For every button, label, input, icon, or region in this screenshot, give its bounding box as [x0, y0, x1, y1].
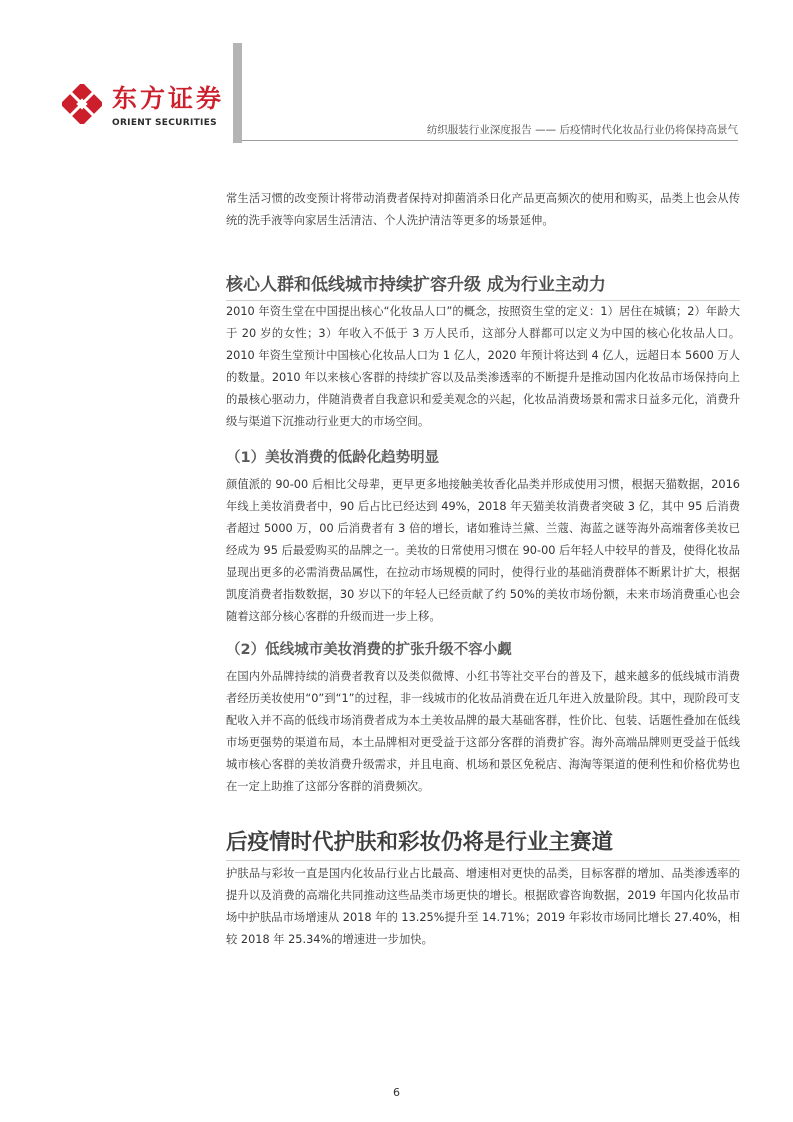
brand-name-cn: 东方证券: [112, 84, 225, 113]
subsection2-paragraph: 在国内外品牌持续的消费者教育以及类似微博、小红书等社交平台的普及下，越来越多的低线城市消费者经历美妆使用“0”到“1”的过程，非一线城市的化妆品消费在近几年进入放量阶段。其中，现阶段可支配收入并不高的低线市场消费者成为本土美妆品牌的最大基础客群，性价比、包装、话题性叠加在低线市场更强势的渠道布局，本土品牌相对更受益于这部分客群的消费扩容。海外高端品牌则更受益于低线城市核心客群的美妆消费升级需求，并且电商、机场和景区免税店、海淘等渠道的便利性和价格优势也在一定上助推了这部分客群的消费频次。: [226, 670, 740, 793]
header-accent-bar: [233, 43, 242, 143]
page-number: 6: [393, 1086, 400, 1099]
subsection1-paragraph: 颜值派的 90-00 后相比父母辈，更早更多地接触美妆香化品类并形成使用习惯，根据天猫数据，2016 年线上美妆消费者中，90 后占比已经达到 49%，2018 年天猫美妆消费者突破 3 亿，其中 95 后消费者超过 5000 万，00 后消费者有 3 倍的增长，诸如雅诗兰黛、兰蔻、海蓝之谜等海外高端奢侈美妆已经成为 95 后最爱购买的品牌之一。美妆的日常使用习惯在 90-00 后年轻人中较早的普及，使得化妆品显现出更多的必需消费品属性，在拉动市场规模的同时，使得行业的基础消费群体不断累计扩大，根据凯度消费者指数数据，30 岁以下的年轻人已经贡献了约 50%的美妆市场份额，未来市场消费重心也会随着这部分核心客群的升级而进一步上移。: [226, 478, 740, 623]
intro-paragraph: 常生活习惯的改变预计将带动消费者保持对抑菌消杀日化产品更高频次的使用和购买，品类上也会从传统的洗手液等向家居生活清洁、个人洗护清洁等更多的场景延伸。: [226, 192, 740, 227]
header-divider: [242, 140, 738, 141]
subsection1-heading-block: [226, 447, 740, 469]
subsection2-title: （2）低线城市美妆消费的扩张升级不容小觑: [226, 642, 512, 658]
section2-heading-block: [226, 828, 740, 858]
section1-paragraph: 2010 年资生堂在中国提出核心“化妆品人口”的概念，按照资生堂的定义：1）居住在城镇；2）年龄大于 20 岁的女性；3）年收入不低于 3 万人民币，这部分人群都可以定义为中国的核心化妆品人口。2010 年资生堂预计中国核心化妆品人口为 1 亿人，2020 年预计将达到 4 亿人，远超日本 5600 万人的数量。2010 年以来核心客群的持续扩容以及品类渗透率的不断提升是推动国内化妆品市场保持向上的最核心驱动力，伴随消费者自我意识和爱美观念的兴起，化妆品消费场景和需求日益多元化，消费升级与渠道下沉推动行业更大的市场空间。: [226, 305, 740, 428]
subsection2-heading-block: [226, 639, 740, 661]
brand-name-en: ORIENT SECURITIES: [112, 118, 217, 128]
section1-title: 核心人群和低线城市持续扩容升级 成为行业主动力: [226, 275, 606, 295]
section2-paragraph: 护肤品与彩妆一直是国内化妆品行业占比最高、增速相对更快的品类，目标客群的增加、品类渗透率的提升以及消费的高端化共同推动这些品类市场更快的增长。根据欧睿咨询数据，2019 年国内化妆品市场中护肤品市场增速从 2018 年的 13.25%提升至 14.71%；2019 年彩妆市场同比增长 27.40%，相较 2018 年 25.34%的增速进一步加快。: [226, 867, 740, 946]
subsection2-body: [226, 666, 740, 798]
section1-body: [226, 301, 740, 433]
section2-title: 后疫情时代护肤和彩妆仍将是行业主赛道: [226, 830, 614, 855]
section2-divider: [226, 860, 740, 861]
section2-body: [226, 863, 740, 951]
section1-heading-block: [226, 272, 740, 298]
subsection1-body: [226, 474, 740, 628]
intro-block: [226, 188, 740, 232]
orient-securities-logo-icon: [62, 84, 102, 124]
subsection1-title: （1）美妆消费的低龄化趋势明显: [226, 450, 440, 466]
report-title: 纺织服装行业深度报告 —— 后疫情时代化妆品行业仍将保持高景气: [426, 124, 738, 136]
